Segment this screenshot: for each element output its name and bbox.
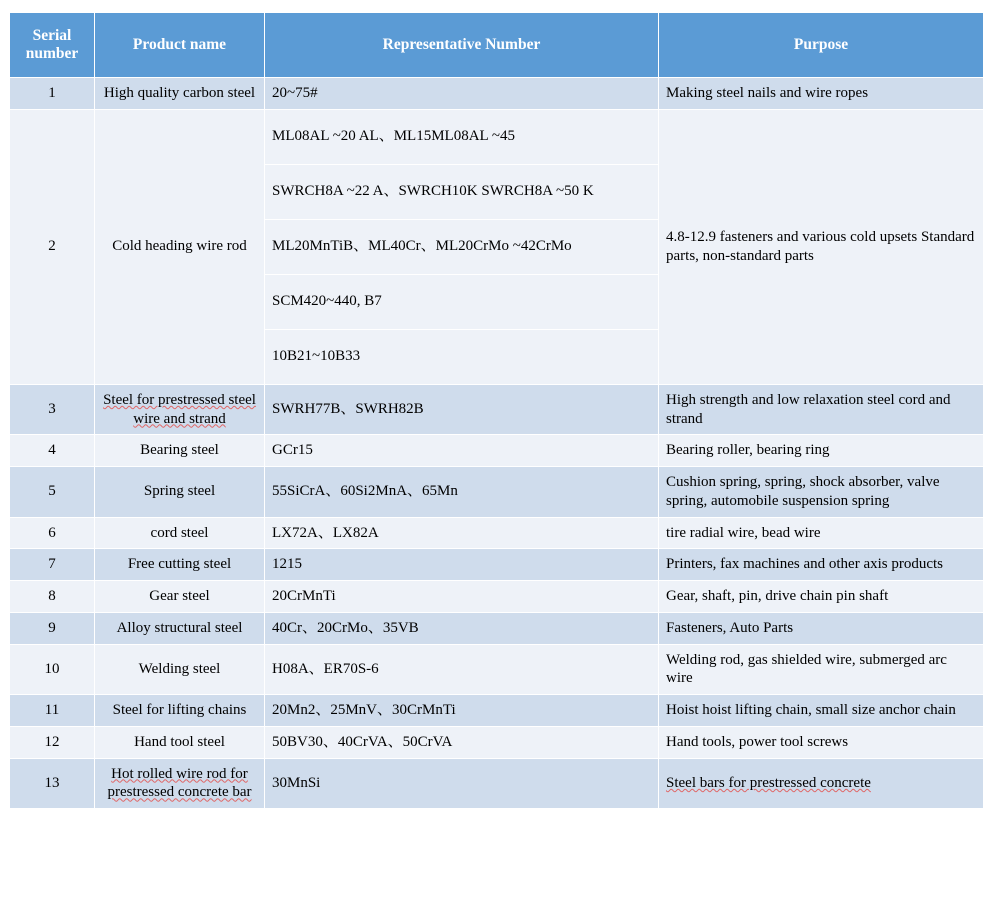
cell-serial: 1	[10, 78, 95, 110]
cell-serial: 12	[10, 726, 95, 758]
cell-representative-number: SWRH77B、SWRH82B	[265, 384, 659, 435]
table-row	[10, 726, 984, 758]
cell-representative-number: 30MnSi	[265, 758, 659, 809]
cell-purpose: Gear, shaft, pin, drive chain pin shaft	[659, 581, 984, 613]
cell-purpose: Bearing roller, bearing ring	[659, 435, 984, 467]
cell-purpose: Hand tools, power tool screws	[659, 726, 984, 758]
cell-purpose: Fasteners, Auto Parts	[659, 612, 984, 644]
table-row	[10, 109, 984, 164]
cell-representative-number: 40Cr、20CrMo、35VB	[265, 612, 659, 644]
table-row	[10, 384, 984, 435]
cell-representative-number: SWRCH8A ~22 A、SWRCH10K SWRCH8A ~50 K	[265, 164, 659, 219]
table-row	[10, 581, 984, 613]
cell-serial: 4	[10, 435, 95, 467]
table-row	[10, 695, 984, 727]
document-sheet	[9, 12, 983, 809]
cell-representative-number: H08A、ER70S-6	[265, 644, 659, 695]
table-row	[10, 517, 984, 549]
cell-purpose: Welding rod, gas shielded wire, submerged arc wire	[659, 644, 984, 695]
cell-serial: 6	[10, 517, 95, 549]
cell-purpose: High strength and low relaxation steel cord and strand	[659, 384, 984, 435]
cell-serial: 2	[10, 109, 95, 384]
cell-representative-number: ML20MnTiB、ML40Cr、ML20CrMo ~42CrMo	[265, 219, 659, 274]
cell-serial: 10	[10, 644, 95, 695]
product-specification-table	[9, 12, 984, 809]
column-header-product-name: Product name	[95, 13, 265, 78]
table-row	[10, 612, 984, 644]
cell-serial: 13	[10, 758, 95, 809]
cell-representative-number: LX72A、LX82A	[265, 517, 659, 549]
cell-product-name: High quality carbon steel	[95, 78, 265, 110]
column-header-purpose: Purpose	[659, 13, 984, 78]
column-header-serial-number: Serial number	[10, 13, 95, 78]
cell-representative-number: GCr15	[265, 435, 659, 467]
cell-representative-number: 55SiCrA、60Si2MnA、65Mn	[265, 467, 659, 518]
cell-product-name: Steel for lifting chains	[95, 695, 265, 727]
cell-representative-number: 20Mn2、25MnV、30CrMnTi	[265, 695, 659, 727]
cell-purpose: Steel bars for prestressed concrete	[659, 758, 984, 809]
table-row	[10, 78, 984, 110]
cell-product-name: Hot rolled wire rod for prestressed concrete bar	[95, 758, 265, 809]
cell-serial: 5	[10, 467, 95, 518]
cell-purpose: Cushion spring, spring, shock absorber, valve spring, automobile suspension spring	[659, 467, 984, 518]
cell-purpose: Printers, fax machines and other axis products	[659, 549, 984, 581]
table-row	[10, 644, 984, 695]
cell-product-name: Bearing steel	[95, 435, 265, 467]
cell-purpose: Making steel nails and wire ropes	[659, 78, 984, 110]
cell-product-name: Welding steel	[95, 644, 265, 695]
cell-serial: 9	[10, 612, 95, 644]
cell-representative-number: 20~75#	[265, 78, 659, 110]
table-row	[10, 758, 984, 809]
cell-serial: 11	[10, 695, 95, 727]
table-row	[10, 549, 984, 581]
table-row	[10, 467, 984, 518]
cell-representative-number: 10B21~10B33	[265, 329, 659, 384]
table-body	[10, 78, 984, 809]
cell-purpose: 4.8-12.9 fasteners and various cold upsets Standard parts, non-standard parts	[659, 109, 984, 384]
cell-product-name: Gear steel	[95, 581, 265, 613]
cell-representative-number: 1215	[265, 549, 659, 581]
cell-product-name: Spring steel	[95, 467, 265, 518]
cell-representative-number: SCM420~440, B7	[265, 274, 659, 329]
cell-representative-number: 50BV30、40CrVA、50CrVA	[265, 726, 659, 758]
cell-product-name: Free cutting steel	[95, 549, 265, 581]
table-header	[10, 13, 984, 78]
cell-product-name: cord steel	[95, 517, 265, 549]
header-row	[10, 13, 984, 78]
table-row	[10, 435, 984, 467]
cell-serial: 8	[10, 581, 95, 613]
column-header-representative-number: Representative Number	[265, 13, 659, 78]
cell-product-name: Steel for prestressed steel wire and strand	[95, 384, 265, 435]
cell-representative-number: 20CrMnTi	[265, 581, 659, 613]
cell-representative-number: ML08AL ~20 AL、ML15ML08AL ~45	[265, 109, 659, 164]
cell-purpose: tire radial wire, bead wire	[659, 517, 984, 549]
cell-product-name: Alloy structural steel	[95, 612, 265, 644]
cell-serial: 3	[10, 384, 95, 435]
cell-purpose: Hoist hoist lifting chain, small size anchor chain	[659, 695, 984, 727]
cell-serial: 7	[10, 549, 95, 581]
cell-product-name: Cold heading wire rod	[95, 109, 265, 384]
cell-product-name: Hand tool steel	[95, 726, 265, 758]
